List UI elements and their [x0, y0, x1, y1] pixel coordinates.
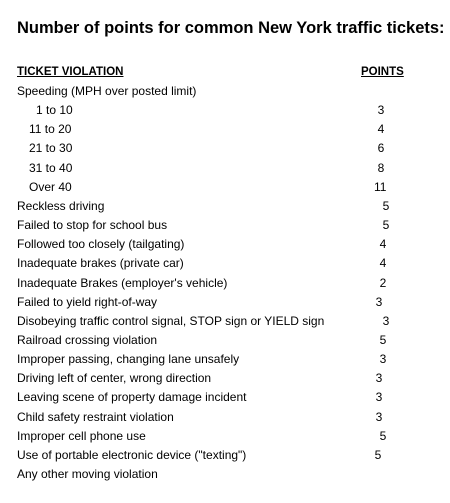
table-row — [0, 254, 450, 273]
table-row — [0, 274, 450, 293]
table-row — [0, 446, 450, 465]
violation-label: 1 to 10 — [36, 103, 73, 118]
table-row — [0, 139, 450, 158]
violation-label: Leaving scene of property damage incident — [17, 390, 247, 405]
table-row — [0, 408, 450, 427]
points-value: 3 — [375, 294, 383, 309]
points-value: 4 — [377, 122, 385, 137]
ticket-violation-header: TICKET VIOLATION — [17, 66, 124, 78]
violation-label: Use of portable electronic device ("texting") — [17, 447, 247, 462]
violation-label: Driving left of center, wrong direction — [17, 371, 212, 386]
points-value: 6 — [377, 141, 385, 156]
violation-label: Speeding (MPH over posted limit) — [17, 84, 197, 98]
points-value: 4 — [379, 256, 387, 271]
points-value: 5 — [382, 198, 390, 213]
violation-label: Disobeying traffic control signal, STOP sign or YIELD sign — [17, 313, 325, 328]
violation-label: Over 40 — [29, 179, 72, 194]
table-row — [0, 82, 450, 101]
violation-label: Improper passing, changing lane unsafely — [17, 352, 240, 367]
violation-label: Inadequate Brakes (employer's vehicle) — [17, 275, 228, 290]
violation-label: 31 to 40 — [29, 160, 73, 175]
points-value: 3 — [377, 103, 385, 118]
table-row — [0, 331, 450, 350]
table-row — [0, 159, 450, 178]
violation-label: 11 to 20 — [29, 122, 72, 137]
table-row — [0, 235, 450, 254]
table-row — [0, 120, 450, 139]
table-row — [0, 350, 450, 369]
points-value: 3 — [375, 409, 383, 424]
table-row — [0, 216, 450, 235]
table-row — [0, 369, 450, 388]
violation-label: Failed to stop for school bus — [17, 218, 168, 232]
violation-label: Reckless driving — [17, 198, 105, 213]
table-row — [0, 293, 450, 312]
points-value: 5 — [379, 428, 387, 443]
violation-label: Railroad crossing violation — [17, 332, 158, 347]
points-value: 2 — [379, 275, 387, 290]
points-value: 5 — [374, 447, 382, 462]
points-value: 4 — [379, 237, 387, 252]
points-value: 11 — [374, 179, 387, 194]
page-title: Number of points for common New York traffic tickets: — [17, 19, 445, 37]
points-value: 3 — [382, 313, 390, 328]
violation-label: 21 to 30 — [29, 141, 73, 156]
table-row — [0, 178, 450, 197]
points-header: POINTS — [361, 66, 404, 78]
points-value: 3 — [375, 390, 383, 405]
violation-label: Inadequate brakes (private car) — [17, 256, 184, 271]
points-value: 8 — [377, 160, 385, 175]
table-row — [0, 101, 450, 120]
violation-label: Improper cell phone use — [17, 428, 146, 443]
points-value: 5 — [382, 218, 390, 232]
points-value: 3 — [375, 371, 383, 386]
table-row — [0, 427, 450, 446]
table-row — [0, 388, 450, 407]
violation-label: Failed to yield right-of-way — [17, 294, 158, 309]
points-value: 5 — [379, 332, 387, 347]
violation-label: Child safety restraint violation — [17, 409, 174, 424]
table-row — [0, 465, 450, 484]
table-row — [0, 197, 450, 216]
violation-label: Followed too closely (tailgating) — [17, 237, 185, 252]
table-row — [0, 312, 450, 331]
violation-label: Any other moving violation — [17, 467, 158, 481]
points-value: 3 — [379, 352, 387, 367]
